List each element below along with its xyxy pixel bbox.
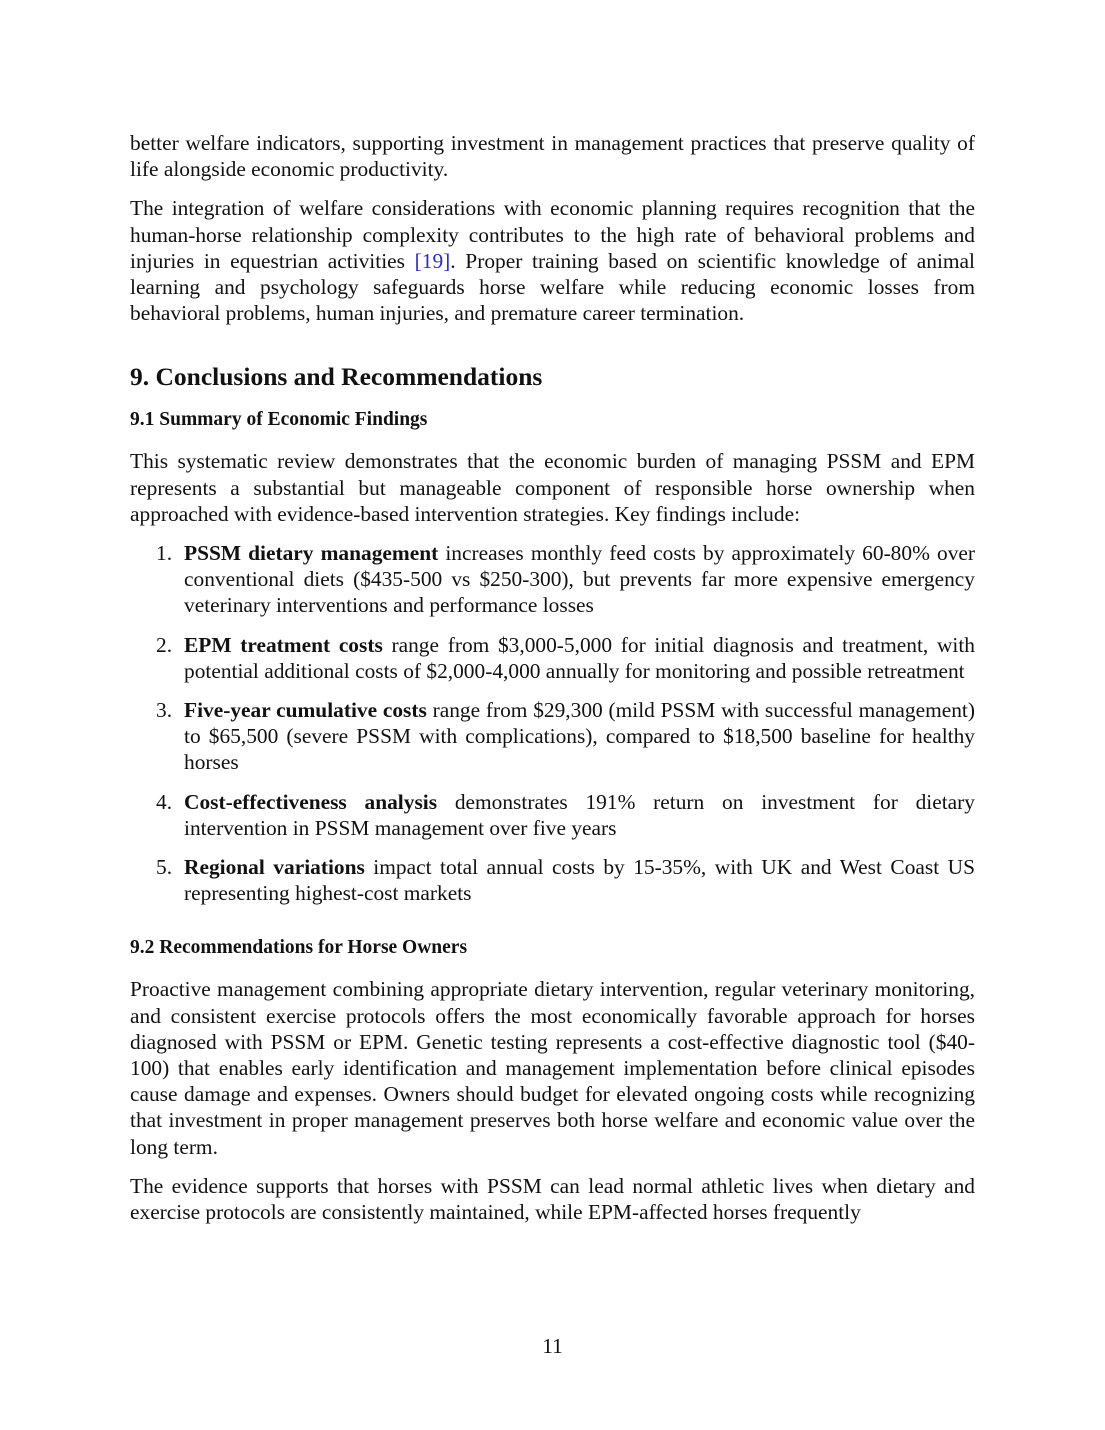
list-item-term: Cost-effectiveness analysis — [184, 789, 438, 814]
list-item — [130, 789, 975, 841]
paragraph-evidence: The evidence supports that horses with PSSM can lead normal athletic lives when dietary and exercise protocols are consistently maintained, while EPM-affected horses frequently — [130, 1173, 975, 1225]
list-item-term: PSSM dietary management — [184, 541, 439, 566]
list-number: 2. — [156, 632, 173, 657]
list-number: 5. — [156, 855, 173, 880]
list-item-text: increases monthly feed costs by approximately 60-80% over conventional diets ($435-500 vs $250-300), but prevents far more expensive emergency veterinary interventions and performance losses — [184, 541, 976, 618]
list-item-term: Regional variations — [184, 855, 365, 880]
paragraph-integration — [130, 195, 975, 326]
paragraph-summary-intro: This systematic review demonstrates that the economic burden of managing PSSM and EPM represents a substantial but manageable component of responsible horse ownership when approached with evidence-based intervention strategies. Key findings include: — [130, 449, 975, 526]
list-item-text: impact total annual costs by 15-35%, with UK and West Coast US representing highest-cost markets — [184, 855, 975, 906]
list-item — [130, 632, 975, 684]
list-number: 3. — [156, 698, 173, 723]
list-item-text: range from $29,300 (mild PSSM with successful management) to $65,500 (severe PSSM with complications), compared to $18,500 baseline for healthy horses — [184, 698, 975, 775]
citation-link-19[interactable]: [19] — [414, 248, 451, 273]
findings-list — [130, 540, 975, 906]
list-number: 4. — [156, 789, 173, 814]
list-item-term: Five-year cumulative costs — [184, 698, 427, 723]
page-body — [130, 130, 975, 1225]
list-item — [130, 697, 975, 776]
subsection-heading-summary: 9.1 Summary of Economic Findings — [130, 409, 428, 431]
list-item-term: EPM treatment costs — [184, 632, 383, 657]
subsection-heading-recommendations: 9.2 Recommendations for Horse Owners — [130, 937, 468, 959]
list-item-text: demonstrates 191% return on investment for dietary intervention in PSSM management over five years — [184, 789, 975, 840]
paragraph-proactive-management: Proactive management combining appropriate dietary intervention, regular veterinary monitoring, and consistent exercise protocols offers the most economically favorable approach for horses diagnosed with PSSM or EPM. Genetic testing represents a cost-effective diagnostic tool ($40-100) that enables early identification and management implementation before clinical episodes cause damage and expenses. Owners should budget for elevated ongoing costs while recognizing that investment in proper management preserves both horse welfare and economic value over the long term. — [130, 977, 975, 1159]
list-number: 1. — [156, 541, 173, 566]
paragraph-text: . Proper training based on scientific knowledge of animal learning and psychology safeguards horse welfare while reducing economic losses from behavioral problems, human injuries, and premature career termination. — [130, 248, 975, 326]
list-item — [130, 854, 975, 906]
paragraph-welfare-indicators: better welfare indicators, supporting investment in management practices that preserve quality of life alongside economic productivity. — [130, 131, 975, 182]
list-item-text: range from $3,000-5,000 for initial diagnosis and treatment, with potential additional costs of $2,000-4,000 annually for monitoring and possible retreatment — [184, 632, 975, 683]
paragraph-text: The integration of welfare considerations with economic planning requires recognition that the human-horse relationship complexity contributes to the high rate of behavioral problems and injuries in equestrian activities — [130, 196, 975, 273]
list-item — [130, 540, 975, 619]
section-heading: 9. Conclusions and Recommendations — [130, 362, 543, 392]
page-number: 11 — [542, 1334, 563, 1358]
